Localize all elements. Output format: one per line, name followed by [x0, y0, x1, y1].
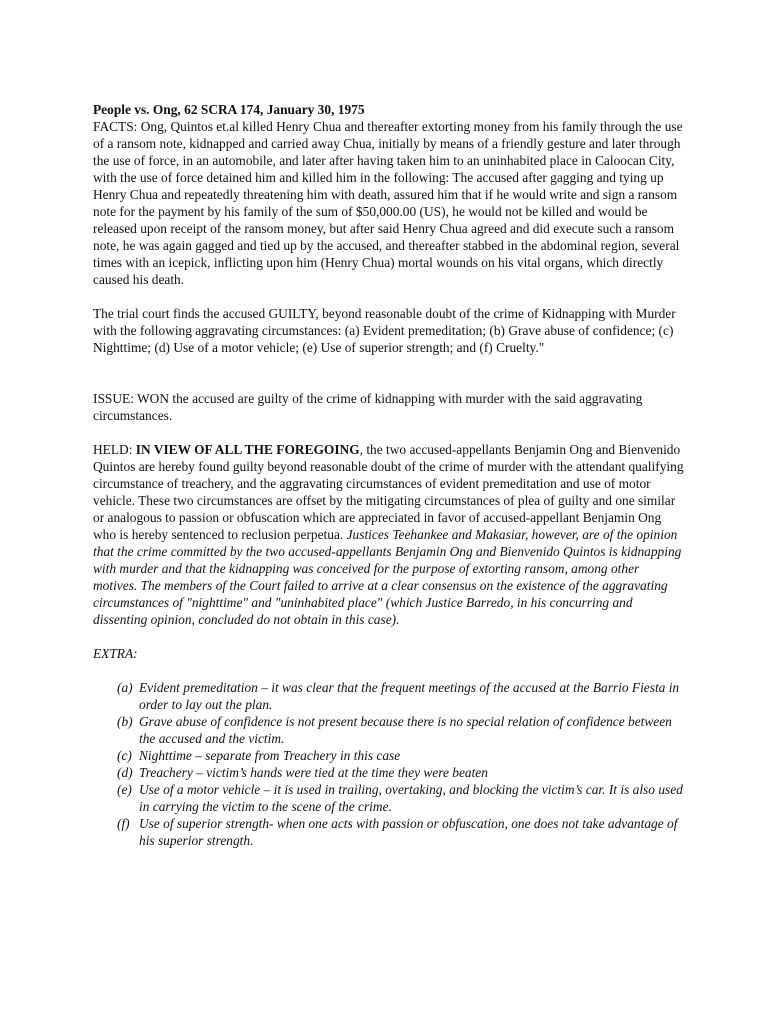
extra-item-text: Grave abuse of confidence is not present because there is no special relation of confidence between the accused and the victim.: [139, 714, 672, 746]
spacer: [93, 288, 684, 305]
held-prefix: HELD:: [93, 442, 136, 457]
spacer: [93, 356, 684, 390]
extra-item: [117, 747, 684, 764]
extra-item-marker: (b): [117, 714, 133, 729]
spacer: [93, 424, 684, 441]
extra-item-marker: (f): [117, 816, 130, 831]
spacer: [93, 662, 684, 679]
held-paragraph: [93, 441, 684, 628]
held-text: , the two accused-appellants Benjamin Ong and Bienvenido Quintos are hereby found guilty beyond reasonable doubt of the crime of murder with the attendant qualifying circumstance of treachery, and the aggravating circumstances of evident premeditation and use of motor vehicle. These two circumstances are offset by the mitigating circumstances of plea of guilty and one similar or analogous to passion or obfuscation which are appreciated in favor of accused-appellant Benjamin Ong who is hereby sentenced to reclusion perpetua.: [93, 442, 684, 542]
extra-list: [93, 679, 684, 849]
extra-item-marker: (a): [117, 680, 133, 695]
extra-item-marker: (d): [117, 765, 133, 780]
extra-item-text: Evident premeditation – it was clear that the frequent meetings of the accused at the Barrio Fiesta in order to lay out the plan.: [139, 680, 680, 712]
extra-heading: EXTRA:: [93, 646, 138, 661]
extra-item: [117, 781, 684, 815]
extra-item-marker: (e): [117, 782, 132, 797]
extra-item-text: Nighttime – separate from Treachery in this case: [139, 748, 401, 763]
spacer: [93, 628, 684, 645]
extra-item-marker: (c): [117, 748, 132, 763]
extra-item-text: Use of a motor vehicle – it is used in trailing, overtaking, and blocking the victim’s car. It is also used in carrying the victim to the scene of the crime.: [139, 782, 683, 814]
extra-item-text: Treachery – victim’s hands were tied at the time they were beaten: [139, 765, 488, 780]
issue-paragraph: ISSUE: WON the accused are guilty of the crime of kidnapping with murder with the said aggravating circumstances.: [93, 391, 643, 423]
case-title: People vs. Ong, 62 SCRA 174, January 30, 1975: [93, 102, 365, 117]
extra-item: [117, 713, 684, 747]
extra-item-text: Use of superior strength- when one acts with passion or obfuscation, one does not take advantage of his superior strength.: [139, 816, 678, 848]
held-bold-phrase: IN VIEW OF ALL THE FOREGOING: [135, 442, 360, 457]
facts-paragraph: FACTS: Ong, Quintos et.al killed Henry Chua and thereafter extorting money from his family through the use of a ransom note, kidnapped and carried away Chua, initially by means of a friendly gesture and later through the use of force, in an automobile, and later after having taken him to an uninhabited place in Caloocan City, with the use of force detained him and killed him in the following: The accused after gagging and tying up Henry Chua and repeatedly threatening him with death, assured him that if he would write and sign a ransom note for the payment by his family of the sum of $50,000.00 (US), he would not be killed and would be released upon receipt of the ransom money, but after said Henry Chua agreed and did execute such a ransom note, he was again gagged and tied up by the accused, and thereafter stabbed in the abdominal region, several times with an icepick, inflicting upon him (Henry Chua) mortal wounds on his vital organs, which directly caused his death.: [93, 119, 683, 287]
trial-court-paragraph: The trial court finds the accused GUILTY, beyond reasonable doubt of the crime of Kidnapping with Murder with the following aggravating circumstances: (a) Evident premeditation; (b) Grave abuse of confidence; (c) Nighttime; (d) Use of a motor vehicle; (e) Use of superior strength; and (f) Cruelty.": [93, 306, 676, 355]
extra-item: [117, 815, 684, 849]
extra-item: [117, 679, 684, 713]
extra-item: [117, 764, 684, 781]
held-italic-text: Justices Teehankee and Makasiar, however, are of the opinion that the crime committed by the two accused-appellants Benjamin Ong and Bienvenido Quintos is kidnapping with murder and that the kidnapping was conceived for the purpose of extorting ransom, among other motives. The members of the Court failed to arrive at a clear consensus on the existence of the aggravating circumstances of "nighttime" and "uninhabited place" (which Justice Barredo, in his concurring and dissenting opinion, concluded do not obtain in this case).: [93, 527, 682, 627]
